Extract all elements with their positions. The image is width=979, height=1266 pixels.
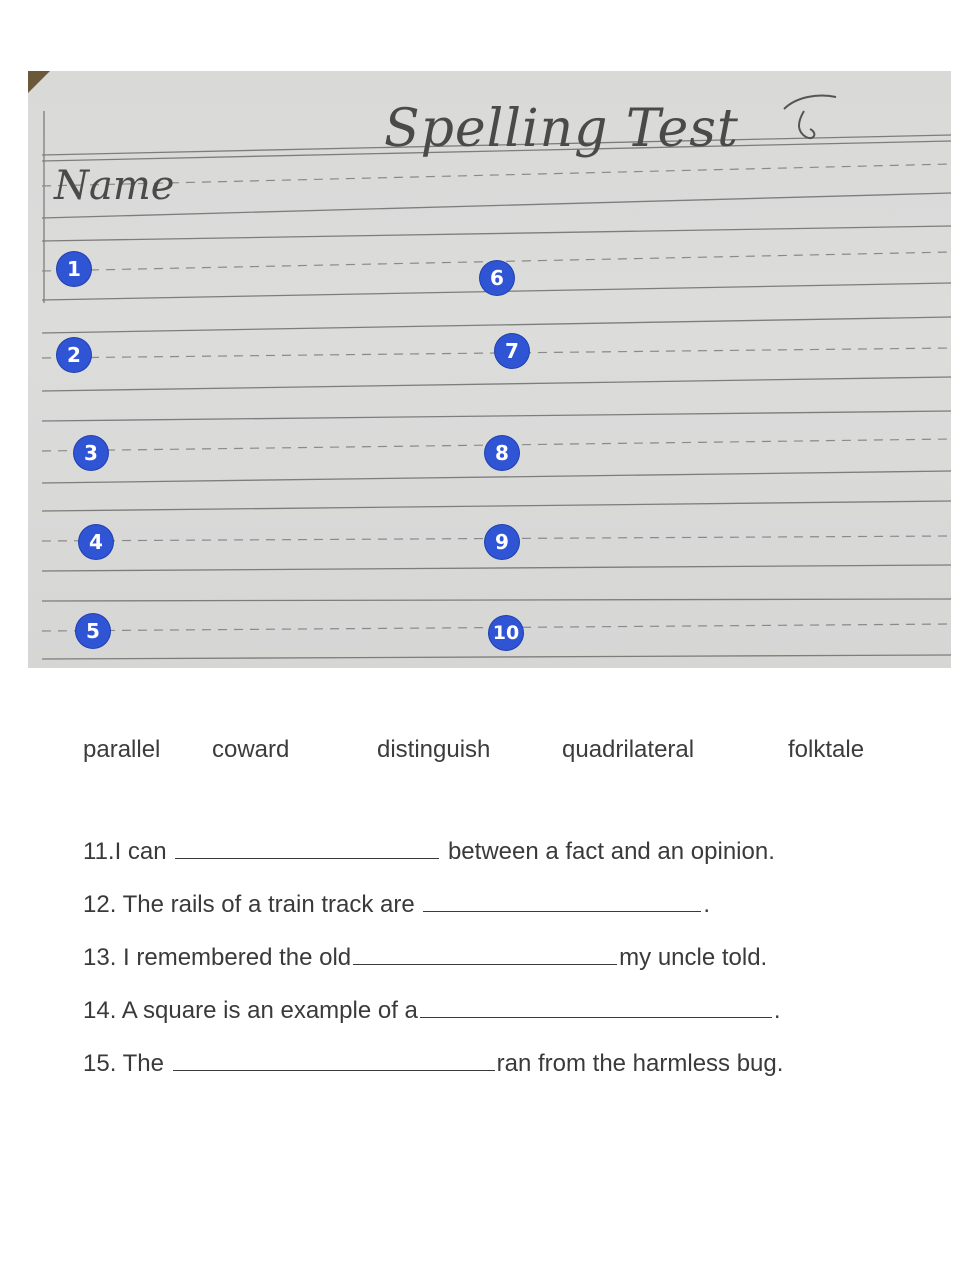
word-bank-item: folktale: [788, 736, 865, 763]
word-bank-item: parallel: [83, 736, 161, 763]
number-badge-8: 8: [485, 436, 519, 470]
sentence-text-after: between a fact and an opinion.: [441, 838, 775, 865]
answer-blank[interactable]: [173, 1050, 495, 1071]
sentence-text-after: .: [773, 997, 781, 1024]
word-bank: [0, 736, 979, 768]
number-badge-6: 6: [480, 261, 514, 295]
number-badge-7: 7: [495, 334, 529, 368]
sentence-11: [83, 838, 775, 866]
spelling-test-photo: [28, 71, 951, 668]
word-bank-item: distinguish: [377, 736, 491, 763]
number-badge-2: 2: [57, 338, 91, 372]
word-bank-item: quadrilateral: [562, 736, 695, 763]
number-badge-5: 5: [76, 614, 110, 648]
sentence-text-after: my uncle told.: [619, 944, 768, 971]
worksheet-title: Spelling Test: [384, 99, 739, 159]
number-badge-9: 9: [485, 525, 519, 559]
sentence-text-before: 14. A square is an example of a: [83, 997, 418, 1024]
answer-blank[interactable]: [423, 891, 701, 912]
sentence-text-before: 11.I can: [83, 838, 174, 865]
ruled-lines: [28, 71, 951, 668]
sentence-text-after: ran from the harmless bug.: [496, 1050, 784, 1077]
number-badge-1: 1: [57, 252, 91, 286]
word-bank-item: coward: [212, 736, 290, 763]
sentence-text-before: 12. The rails of a train track are: [83, 891, 422, 918]
answer-blank[interactable]: [353, 944, 617, 965]
answer-blank[interactable]: [420, 997, 772, 1018]
sentence-text-after: .: [703, 891, 711, 918]
sentence-12: [83, 891, 710, 919]
number-badge-3: 3: [74, 436, 108, 470]
number-badge-10: 10: [489, 616, 523, 650]
sentence-14: [83, 997, 781, 1025]
name-label: Name: [54, 163, 175, 209]
sentence-text-before: 13. I remembered the old: [83, 944, 352, 971]
sentence-15: [83, 1050, 783, 1078]
sentence-13: [83, 944, 767, 972]
answer-blank[interactable]: [175, 838, 439, 859]
number-badge-4: 4: [79, 525, 113, 559]
sentence-text-before: 15. The: [83, 1050, 171, 1077]
